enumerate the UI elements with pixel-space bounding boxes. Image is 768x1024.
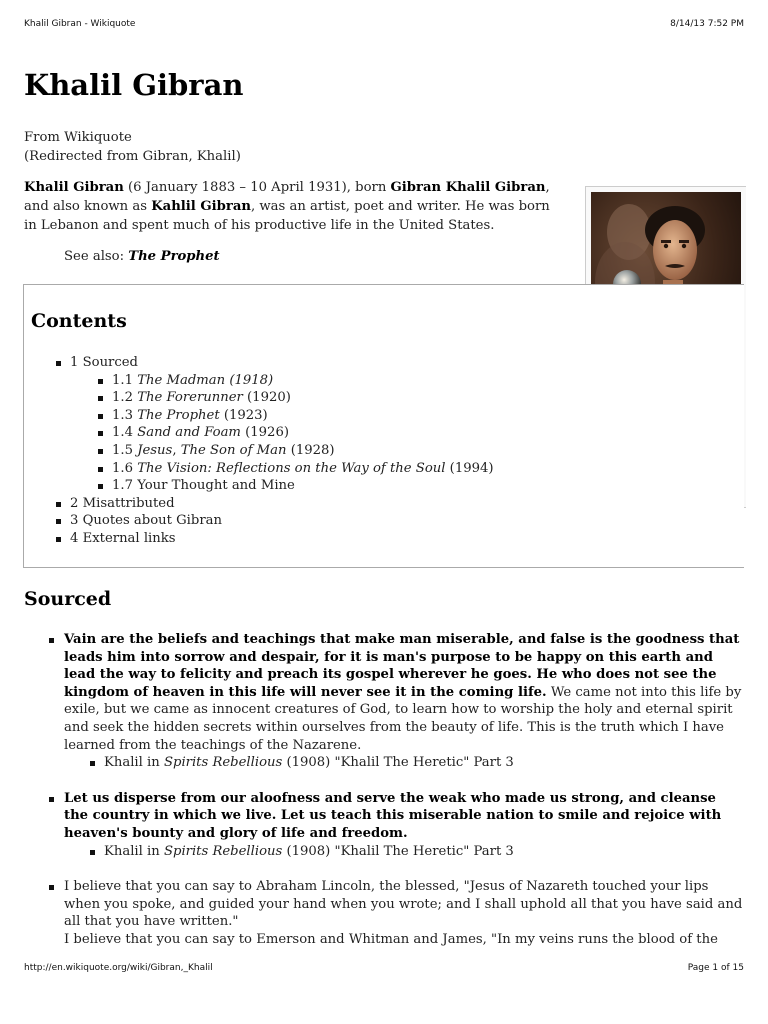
quotes-list — [64, 631, 744, 967]
toc-item[interactable]: 4 External links — [70, 530, 494, 548]
toc-item[interactable]: 1 Sourced 1.1 The Madman (1918) 1.2 The Forerunner (1920) 1.3 The Prophet (1923) 1.4 Sand and Foam (1926) 1.5 Jesus, The Son of Man (1928) 1.6 The Vision: Reflections on the Way of the Soul (1994) 1.7 Your Thought and Mine — [70, 355, 494, 494]
work-link[interactable]: Spirits Rebellious — [163, 843, 283, 859]
print-timestamp: 8/14/13 7:52 PM — [670, 19, 744, 29]
article-subtitle — [24, 128, 241, 166]
print-url: http://en.wikiquote.org/wiki/Gibran,_Khalil — [24, 963, 213, 973]
toc-subitem[interactable]: 1.2 The Forerunner (1920) — [112, 389, 494, 407]
toc-subitem[interactable]: 1.3 The Prophet (1923) — [112, 407, 494, 425]
toc-item[interactable]: 3 Quotes about Gibran — [70, 512, 494, 530]
toc-list — [70, 354, 494, 548]
redirect-note: (Redirected from Gibran, Khalil) — [24, 149, 241, 164]
quote-item: Vain are the beliefs and teachings that make man miserable, and false is the goodness that leads him into sorrow and despair, for it is man's purpose to be happy on this earth and lead the way to felicity and preach its gospel wherever he goes. He who does not see the kingdom of heaven in this life will never see it in the coming life. We came not into this life by exile, but we came as innocent creatures of God, to learn how to worship the holy and eternal spirit and seek the hidden secrets within ourselves from the beauty of life. This is the truth which I have learned from the teachings of the Nazarene. Khalil in Spirits Rebellious (1908) "Khalil The Heretic" Part 3 — [64, 631, 744, 772]
print-title: Khalil Gibran - Wikiquote — [24, 19, 136, 29]
toc-sublist — [112, 372, 494, 495]
section-heading-sourced: Sourced — [24, 588, 112, 610]
intro-paragraph: Khalil Gibran (6 January 1883 – 10 April 1931), born Gibran Khalil Gibran, and also known as Kahlil Gibran, was an artist, poet and writer. He was born in Lebanon and spent much of his productive life in the United States. — [24, 180, 550, 233]
toc-heading: Contents — [31, 310, 127, 332]
toc-subitem[interactable]: 1.4 Sand and Foam (1926) — [112, 424, 494, 442]
page-number: Page 1 of 15 — [687, 963, 744, 973]
toc-item[interactable]: 2 Misattributed — [70, 495, 494, 513]
birth-name: Gibran Khalil Gibran — [390, 180, 546, 195]
toc-subitem[interactable]: 1.6 The Vision: Reflections on the Way of the Soul (1994) — [112, 460, 494, 476]
table-of-contents — [23, 284, 744, 568]
quote-item: I believe that you can say to Abraham Lincoln, the blessed, "Jesus of Nazareth touched your lips when you spoke, and guided your hand when you wrote; and I shall uphold all that you have said and all that you have written." I believe that you can say to Emerson and Whitman and James, "In my veins runs the blood of the — [64, 879, 743, 947]
quote-item: Let us disperse from our aloofness and serve the weak who made us strong, and cleanse the country in which we live. Let us teach this miserable nation to smile and rejoice with heaven's bounty and glory of life and freedom. Khalil in Spirits Rebellious (1908) "Khalil The Heretic" Part 3 — [64, 790, 744, 860]
quote-attribution: Khalil in Spirits Rebellious (1908) "Khalil The Heretic" Part 3 — [104, 754, 744, 772]
toc-subitem[interactable]: 1.1 The Madman (1918) — [112, 372, 494, 390]
print-footer — [24, 963, 744, 973]
alias-name: Kahlil Gibran — [151, 199, 251, 214]
toc-subitem[interactable]: 1.5 Jesus, The Son of Man (1928) — [112, 442, 494, 460]
subject-name: Khalil Gibran — [24, 180, 124, 195]
print-header — [24, 19, 744, 29]
from-wikiquote: From Wikiquote — [24, 130, 132, 145]
page-title: Khalil Gibran — [24, 68, 244, 102]
quote-attribution: Khalil in Spirits Rebellious (1908) "Khalil The Heretic" Part 3 — [104, 843, 744, 861]
see-also: See also: The Prophet — [64, 249, 220, 264]
see-also-link[interactable]: The Prophet — [128, 249, 220, 264]
toc-subitem[interactable]: 1.7 Your Thought and Mine — [112, 477, 494, 495]
work-link[interactable]: Spirits Rebellious — [163, 755, 283, 771]
